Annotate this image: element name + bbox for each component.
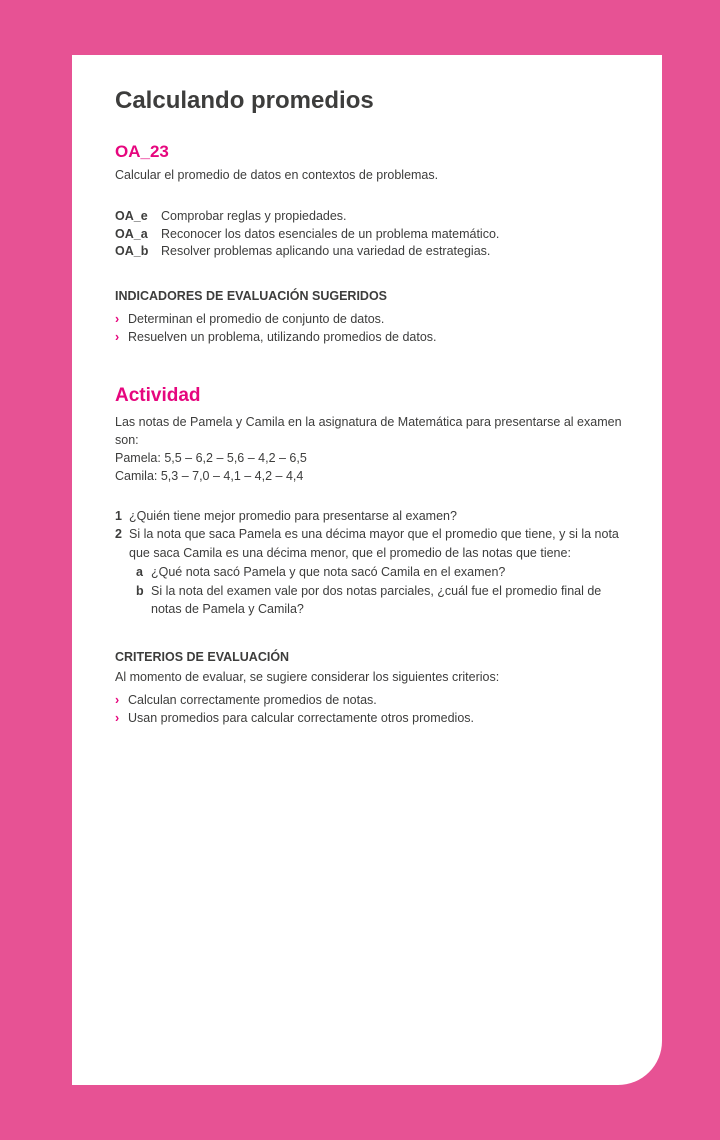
subquestion-letter: a (136, 565, 143, 579)
list-item (115, 691, 628, 709)
chevron-bullet-icon: › (115, 710, 120, 725)
oa-item-code: OA_e (115, 209, 148, 223)
subquestion-item (136, 563, 628, 582)
question-body (129, 525, 628, 619)
oa-item-text: Resolver problemas aplicando una variedad de estrategias. (161, 244, 491, 258)
oa-list (115, 208, 628, 261)
oa-item-text: Comprobar reglas y propiedades. (161, 209, 347, 223)
criteria-list (115, 691, 628, 727)
oa-item (115, 226, 628, 244)
oa-heading: OA_23 (115, 142, 169, 161)
question-number: 2 (115, 527, 122, 541)
indicators-list (115, 310, 628, 346)
question-list (115, 507, 628, 619)
question-text: ¿Quién tiene mejor promedio para presentarse al examen? (129, 508, 457, 523)
subquestion-text: Si la nota del examen vale por dos notas parciales, ¿cuál fue el promedio final de notas de Pamela y Camila? (151, 583, 602, 616)
subquestion-list (129, 563, 628, 619)
list-item (115, 310, 628, 328)
chevron-bullet-icon: › (115, 329, 120, 344)
oa-item-text: Reconocer los datos esenciales de un problema matemático. (161, 226, 500, 241)
indicators-heading: INDICADORES DE EVALUACIÓN SUGERIDOS (115, 288, 388, 303)
oa-item (115, 208, 628, 226)
chevron-bullet-icon: › (115, 692, 120, 707)
oa-description: Calcular el promedio de datos en contextos de problemas. (115, 168, 439, 182)
oa-item-code: OA_b (115, 244, 149, 258)
oa-item-code: OA_a (115, 226, 148, 241)
question-text: Si la nota que saca Pamela es una décima mayor que el promedio que tiene, y si la nota que saca Camila es una décima menor, que el promedio de las notas que tiene: (129, 527, 619, 560)
indicator-text: Resuelven un problema, utilizando promedios de datos. (128, 329, 437, 344)
criteria-heading: CRITERIOS DE EVALUACIÓN (115, 649, 290, 664)
camila-notes: Camila: 5,3 – 7,0 – 4,1 – 4,2 – 4,4 (115, 468, 304, 483)
subquestion-letter: b (136, 583, 144, 598)
activity-heading: Actividad (115, 384, 201, 406)
page-title: Calculando promedios (115, 87, 374, 114)
pamela-notes: Pamela: 5,5 – 6,2 – 5,6 – 4,2 – 6,5 (115, 450, 307, 465)
chevron-bullet-icon: › (115, 311, 120, 326)
oa-item (115, 243, 628, 261)
question-item (115, 525, 628, 619)
activity-intro: Las notas de Pamela y Camila en la asignatura de Matemática para presentarse al examen son: (115, 414, 622, 447)
question-item (115, 507, 628, 526)
list-item (115, 328, 628, 346)
worksheet-card (72, 55, 662, 1085)
indicator-text: Determinan el promedio de conjunto de datos. (128, 311, 385, 326)
criteria-intro: Al momento de evaluar, se sugiere considerar los siguientes criterios: (115, 669, 500, 684)
subquestion-text: ¿Qué nota sacó Pamela y que nota sacó Camila en el examen? (151, 565, 506, 579)
question-number: 1 (115, 508, 122, 523)
subquestion-item (136, 582, 628, 619)
criteria-text: Usan promedios para calcular correctamente otros promedios. (128, 710, 474, 725)
list-item (115, 709, 628, 727)
criteria-text: Calculan correctamente promedios de notas. (128, 692, 377, 707)
